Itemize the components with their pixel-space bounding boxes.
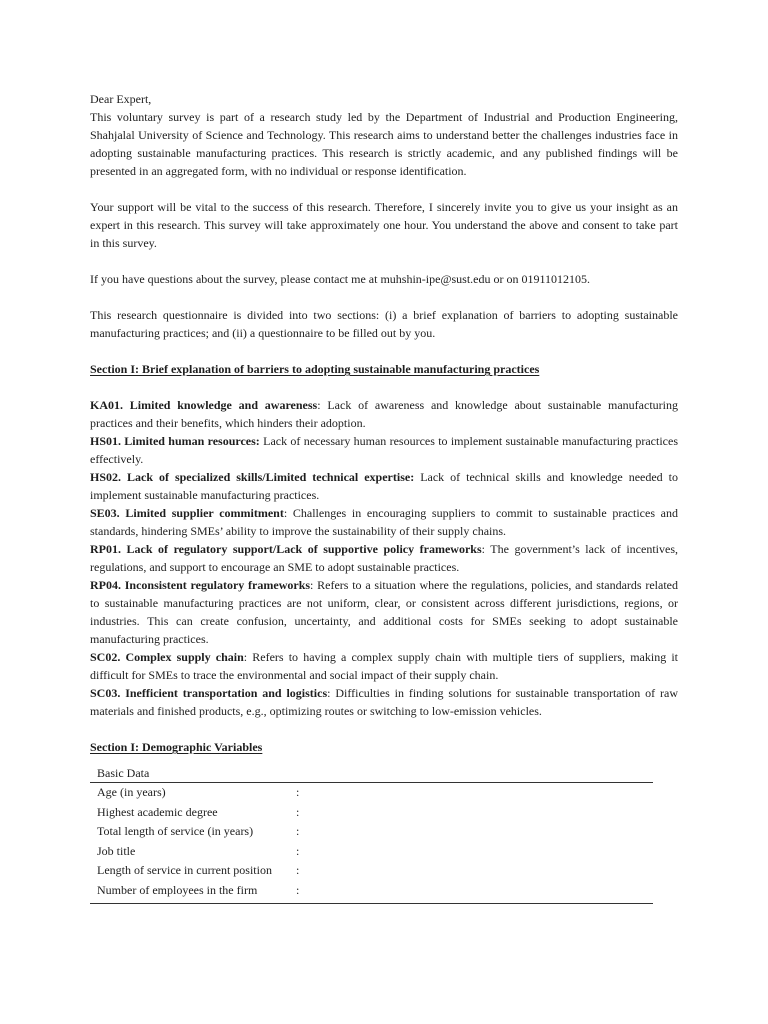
- barrier-item: [90, 396, 678, 432]
- barrier-term: RP04. Inconsistent regulatory frameworks: [90, 578, 311, 592]
- row-label: Number of employees in the firm: [97, 882, 258, 897]
- barrier-list: [90, 396, 678, 720]
- barrier-term: SE03. Limited supplier commitment: [90, 506, 284, 520]
- row-label: Highest academic degree: [97, 804, 218, 819]
- contact-paragraph: If you have questions about the survey, please contact me at muhshin-ipe@sust.edu or on 01911012105.: [90, 272, 591, 286]
- barrier-description: Lack of technical skills and knowledge needed to implement sustainable manufacturing practices.: [90, 470, 679, 502]
- structure-paragraph: This research questionnaire is divided into two sections: (i) a brief explanation of barriers to adopting sustainable manufacturing practices; and (ii) a questionnaire to be filled out by you.: [90, 308, 678, 340]
- row-colon: :: [296, 882, 300, 897]
- barrier-description: : Difficulties in finding solutions for sustainable transportation of raw materials and finished products, e.g., optimizing routes or switching to low-emission vehicles.: [90, 686, 678, 718]
- table-row: [90, 881, 653, 901]
- barrier-description: : Refers to having a complex supply chain with multiple tiers of suppliers, making it difficult for SMEs to trace the environmental and social impact of their supply chain.: [90, 650, 679, 682]
- row-label: Age (in years): [97, 785, 166, 799]
- table-row: [90, 803, 653, 823]
- barrier-item: [90, 648, 678, 684]
- row-colon: :: [296, 824, 300, 839]
- barrier-item: [90, 576, 678, 648]
- salutation: Dear Expert,: [90, 92, 152, 106]
- barrier-item: [90, 504, 678, 540]
- document-body: [90, 90, 678, 904]
- row-colon: :: [296, 863, 300, 878]
- intro-paragraph: This voluntary survey is part of a research study led by the Department of Industrial and Production Engineering, Shahjalal University of Science and Technology. This research aims to understand better the challenges industries face in adopting sustainable manufacturing practices. This research is strictly academic, and any published findings will be presented in an aggregated form, with no individual or response identification.: [90, 110, 678, 178]
- barrier-description: : Refers to a situation where the regulations, policies, and standards related to sustainable manufacturing practices are not uniform, clear, or consistent across different jurisdictions, regions, or industries. This can create confusion, uncertainty, and additional costs for SMEs seeking to adopt sustainable manufacturing practices.: [90, 578, 678, 646]
- row-label: Length of service in current position: [97, 863, 272, 878]
- row-label: Job title: [97, 843, 136, 858]
- barrier-item: [90, 540, 678, 576]
- demographics-table: [90, 760, 653, 904]
- table-header: Basic Data: [90, 760, 653, 783]
- table-row: [90, 822, 653, 842]
- row-colon: :: [296, 804, 300, 819]
- barrier-item: [90, 684, 678, 720]
- table-row: [90, 861, 653, 881]
- row-colon: :: [296, 843, 300, 858]
- barrier-item: [90, 468, 678, 504]
- section-demographics-heading: Section I: Demographic Variables: [90, 740, 263, 754]
- table-bottom-rule: [90, 903, 653, 904]
- barrier-term: SC03. Inefficient transportation and logistics: [90, 686, 328, 700]
- barrier-term: RP01. Lack of regulatory support/Lack of supportive policy frameworks: [90, 542, 482, 556]
- table-row: [90, 842, 653, 862]
- barrier-term: HS02. Lack of specialized skills/Limited technical expertise:: [90, 470, 415, 484]
- invitation-paragraph: Your support will be vital to the success of this research. Therefore, I sincerely invite you to give us your insight as an expert in this research. This survey will take approximately one hour. You understand the above and consent to take part in this survey.: [90, 200, 678, 250]
- barrier-description: Lack of necessary human resources to implement sustainable manufacturing practices effectively.: [90, 434, 678, 466]
- barrier-term: KA01. Limited knowledge and awareness: [90, 398, 318, 412]
- barrier-item: [90, 432, 678, 468]
- barrier-description: : The government’s lack of incentives, regulations, and support to encourage an SME to adopt sustainable practices.: [90, 542, 678, 574]
- barrier-description: : Challenges in encouraging suppliers to commit to sustainable practices and standards, hindering SMEs’ ability to improve the sustainability of their supply chains.: [90, 506, 679, 538]
- barrier-description: : Lack of awareness and knowledge about sustainable manufacturing practices and their benefits, which hinders their adoption.: [90, 398, 678, 430]
- barrier-term: HS01. Limited human resources:: [90, 434, 260, 448]
- barrier-term: SC02. Complex supply chain: [90, 650, 244, 664]
- section-barriers-heading: Section I: Brief explanation of barriers to adopting sustainable manufacturing practices: [90, 362, 540, 376]
- row-colon: :: [296, 785, 300, 799]
- table-row: [90, 783, 653, 803]
- row-label: Total length of service (in years): [97, 824, 254, 839]
